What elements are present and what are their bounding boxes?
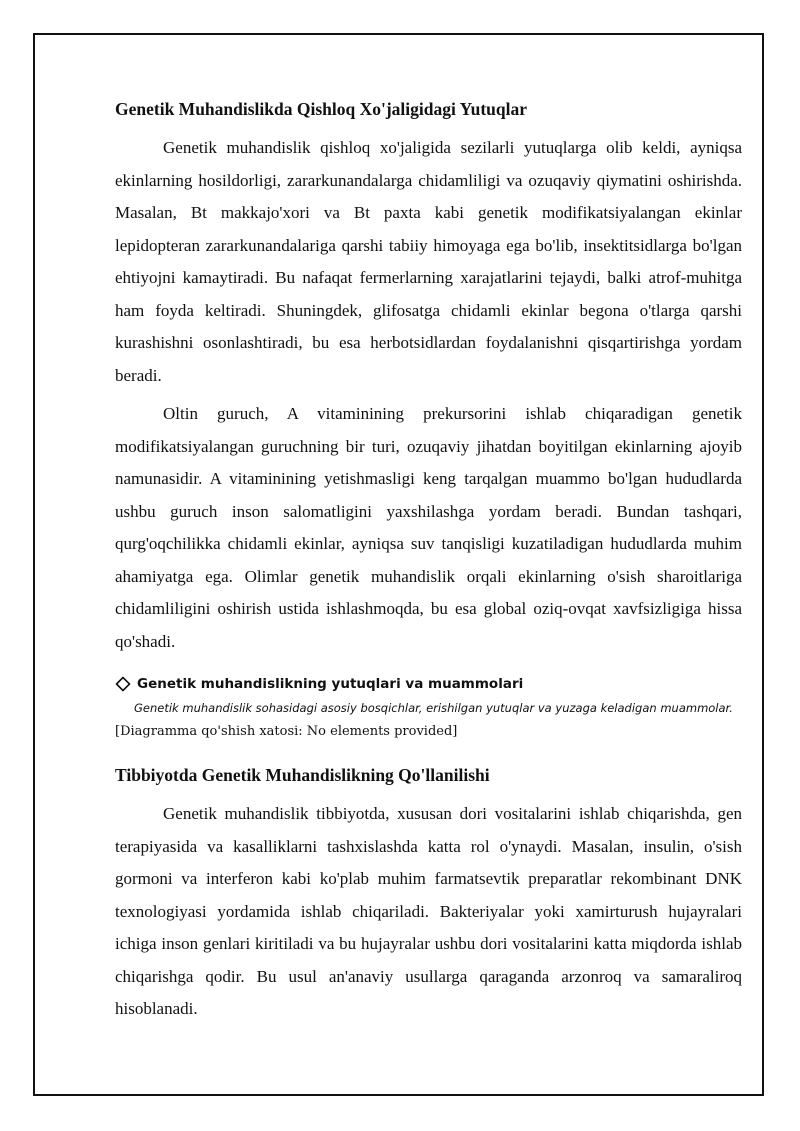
section-heading-medicine: Tibbiyotda Genetik Muhandislikning Qo'llanilishi	[115, 765, 490, 785]
diagram-error-message: [Diagramma qo'shish xatosi: No elements provided]	[115, 724, 458, 739]
paragraph-agriculture-1: Genetik muhandislik qishloq xo'jaligida sezilarli yutuqlarga olib keldi, ayniqsa ekinlarning hosildorligi, zararkunandalarga chidamliligi va ozuqaviy qiymatini oshirishda. Masalan, Bt makkajo'xori va Bt paxta kabi genetik modifikatsiyalangan ekinlar lepidopteran zararkunandalariga qarshi tabiiy himoyaga ega bo'lib, insektitsidlarga bo'lgan ehtiyojni kamaytiradi. Bu nafaqat fermerlarning xarajatlarini tejaydi, balki atrof-muhitga ham foyda keltiradi. Shuningdek, glifosatga chidamli ekinlar begona o'tlarga qarshi kurashishni osonlashtiradi, bu esa herbotsidlardan foydalanishni qisqartirishga yordam beradi.	[115, 138, 742, 385]
diagram-block	[115, 674, 742, 742]
paragraph-medicine-1: Genetik muhandislik tibbiyotda, xususan dori vositalarini ishlab chiqarishda, gen terapiyasida va kasalliklarni tashxislashda katta rol o'ynaydi. Masalan, insulin, o'sish gormoni va interferon kabi ko'plab muhim farmatsevtik preparatlar rekombinant DNK texnologiyasi yordamida ishlab chiqariladi. Bakteriyalar yoki xamirturush hujayralari ichiga inson genlari kiritiladi va bu hujayralar ushbu dori vositalarini katta miqdorda ishlab chiqarishga qodir. Bu usul an'anaviy usullarga qaraganda arzonroq va samaraliroq hisoblanadi.	[115, 804, 742, 1018]
paragraph-agriculture-2: Oltin guruch, A vitaminining prekursorini ishlab chiqaradigan genetik modifikatsiyalangan guruchning bir turi, ozuqaviy jihatdan boyitilgan ekinlarning ajoyib namunasidir. A vitaminining yetishmasligi keng tarqalgan muammo bo'lgan hududlarda ushbu guruch inson salomatligini yaxshilashga yordam beradi. Bundan tashqari, qurg'oqchilikka chidamli ekinlar, ayniqsa suv tanqisligi kuzatiladigan hududlarda muhim ahamiyatga ega. Olimlar genetik muhandislik orqali ekinlarning o'sish sharoitlariga chidamliligini oshirish ustida ishlashmoqda, bu esa global oziq-ovqat xavfsizligiga hissa qo'shadi.	[115, 404, 742, 651]
diagram-title-row	[115, 674, 742, 694]
section-heading-agriculture: Genetik Muhandislikda Qishloq Xo'jaligidagi Yutuqlar	[115, 99, 528, 119]
diagram-caption: Genetik muhandislik sohasidagi asosiy bosqichlar, erishilgan yutuqlar va yuzaga keladigan muammolar.	[134, 701, 733, 715]
diamond-outline-icon	[115, 676, 131, 692]
document-content	[115, 96, 742, 1032]
diagram-title: Genetik muhandislikning yutuqlari va muammolari	[137, 676, 524, 692]
